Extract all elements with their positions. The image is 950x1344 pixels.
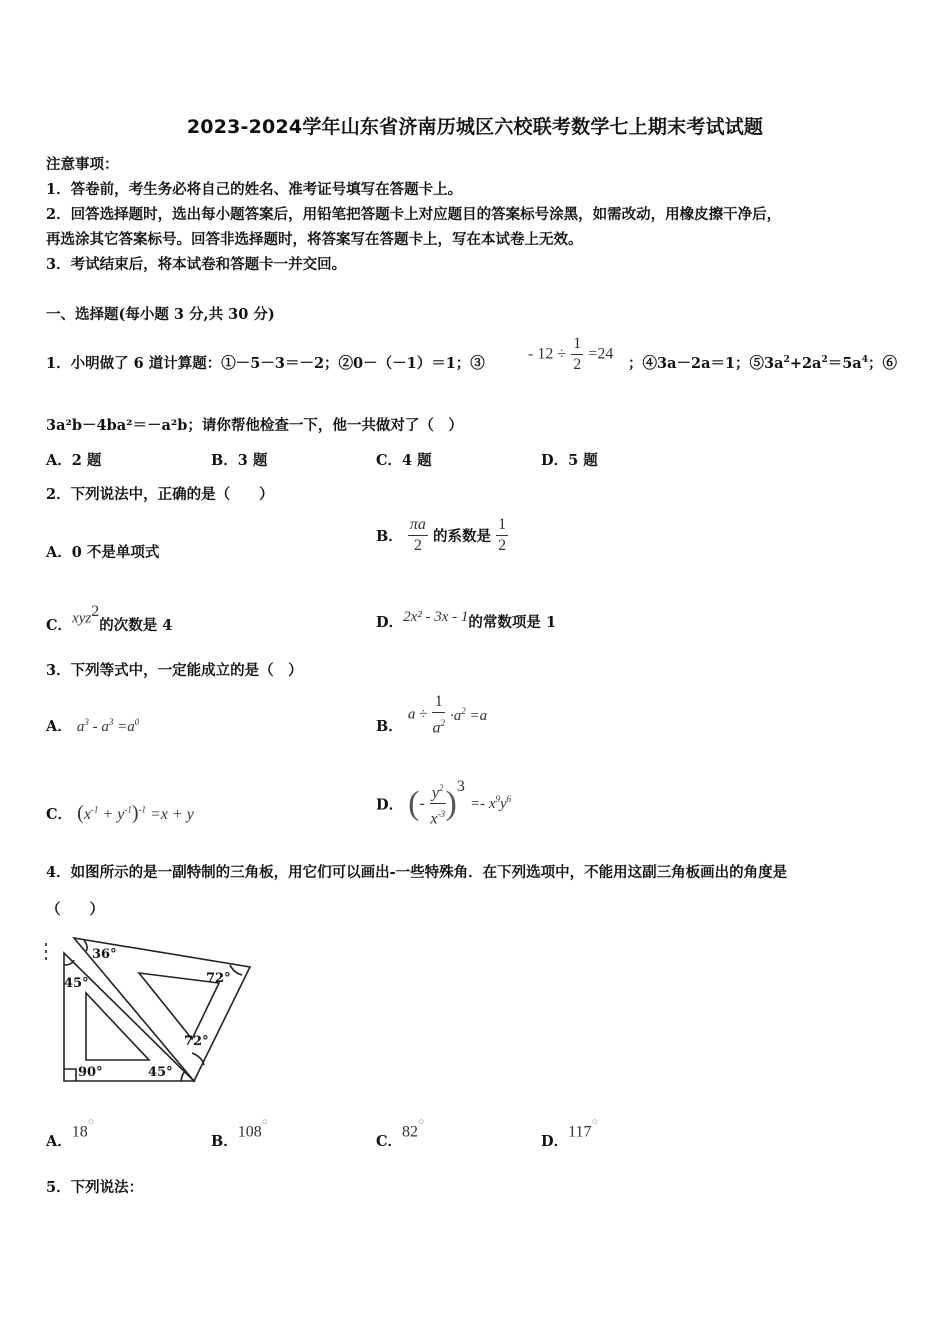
triangle-set-drawing: [44, 935, 259, 1085]
q1-part-b: ；④3a－2a＝1；$⑤3a^2+2a^2=5a^4$；⑥: [628, 355, 897, 372]
question-3-stem: 3．下列等式中，一定能成立的是（ ）: [46, 662, 303, 679]
q2-b-num: πa: [408, 515, 428, 536]
q3-a-label: A．: [46, 718, 72, 735]
question-1-line2: 3a²b－4ba²＝－a²b；请你帮他检查一下，他一共做对了（ ）: [46, 417, 463, 434]
question-4-stem-line2: （ ）: [46, 901, 104, 918]
notice-heading: 注意事项：: [46, 156, 119, 173]
q1-option-c: C．4 题: [376, 452, 432, 469]
q3-d-label: D．: [376, 796, 404, 814]
q2-d-text: 的常数项是 1: [468, 614, 557, 631]
q1-frac-den: 2: [573, 356, 582, 373]
q4-option-d: D．117°: [541, 1117, 598, 1151]
q2-c-text: 的次数是 4: [99, 617, 173, 635]
q3-option-a: [46, 715, 139, 736]
q3-b-label: B．: [376, 717, 403, 735]
q2-b-mid: 的系数是: [432, 528, 491, 545]
q2-b-fraction2: [496, 515, 508, 556]
q3-b-expr-lead: a ÷: [407, 706, 428, 723]
q1-frac-lead: - 12 ÷: [528, 345, 567, 363]
q2-b-fraction: [408, 515, 428, 556]
q3-a-expr: $a^3 - a^3 =a^0$: [76, 717, 140, 735]
q4-d-value: 117: [568, 1123, 592, 1141]
q4-c-label: C．: [376, 1133, 403, 1151]
q1-part-a: 1．小明做了 6 道计算题：①－5－3＝－2；②0－（－1）＝1；③: [46, 355, 485, 372]
q2-d-expr: 2x² - 3x - 1: [403, 609, 469, 625]
q4-d-label: D．: [541, 1133, 569, 1151]
q1-frac-num: 1: [571, 334, 583, 355]
q2-option-c: C．xyz$^2$的次数是 4: [46, 603, 173, 635]
q4-option-c: C．82°: [376, 1117, 425, 1151]
angle-label-45: 45°: [148, 1065, 173, 1080]
page-title: 2023-2024学年山东省济南历城区六校联考数学七上期末考试试题: [186, 116, 764, 138]
notice-item: 1．答卷前，考生务必将自己的姓名、准考证号填写在答题卡上。: [46, 181, 463, 198]
angle-label-90: 90°: [78, 1065, 103, 1080]
q3-option-d: D． (- $\frac{y^2}{x^{-3}}$ )$^3 =- x^9y^6$: [376, 778, 512, 828]
q2-d-label: D．: [376, 614, 404, 631]
q3-c-label: C．: [46, 806, 73, 823]
section-heading: 一、选择题(每小题 3 分,共 30 分): [46, 306, 275, 323]
angle-label-72: 72°: [206, 971, 231, 986]
q1-text-e: ；⑥: [867, 355, 897, 372]
notice-item: 3．考试结束后，将本试卷和答题卡一并交回。: [46, 256, 347, 273]
angle-label-36: 36°: [92, 947, 117, 962]
q2-b-num2: 1: [496, 515, 508, 536]
q4-a-value: 18: [71, 1123, 88, 1141]
notice-item: 再选涂其它答案标号。回答非选择题时，将答案写在答题卡上，写在本试卷上无效。: [46, 231, 583, 248]
angle-label-45: 45°: [64, 976, 89, 991]
q4-b-value: 108: [237, 1123, 262, 1141]
q4-option-b: B．108°: [211, 1117, 269, 1151]
q2-b-label: B．: [376, 528, 403, 545]
q3-d-fraction: $\frac{y^2}{x^{-3}}$: [430, 778, 446, 830]
q2-b-den: 2: [413, 537, 422, 554]
q1-option-b: B．3 题: [211, 452, 268, 469]
q1-text-b: ；④3a－2a＝1；⑤3a: [628, 355, 784, 372]
question-1-text: [46, 352, 485, 373]
q3-b-fraction: $\frac{1}{a^2}$: [432, 693, 445, 737]
angle-label-72: 72°: [184, 1034, 209, 1049]
q4-a-label: A．: [46, 1133, 72, 1151]
q2-option-d: [376, 605, 557, 631]
q3-b-expr-tail: $\cdot a^2 =a$: [450, 705, 488, 724]
q1-option-d: D．5 题: [541, 452, 598, 469]
q2-option-b: [376, 515, 508, 556]
q1-text-d: ＝5a: [827, 355, 862, 372]
q2-b-den2: 2: [498, 537, 507, 554]
q3-d-expr: =- $x^9y^6$: [469, 794, 512, 813]
triangle-set-figure: [44, 935, 259, 1085]
q3-option-c: [46, 802, 194, 825]
question-5-stem: 5．下列说法：: [46, 1179, 144, 1196]
q1-fraction: [571, 334, 583, 375]
q4-c-value: 82: [402, 1123, 419, 1141]
q1-fraction-expression: [528, 334, 613, 375]
question-4-stem: 4．如图所示的是一副特制的三角板，用它们可以画出-一些特殊角．在下列选项中，不能用这副三角板画出的角度是: [46, 864, 788, 881]
q3-option-b: [376, 692, 487, 738]
q3-c-expr: $(x^{-1} + y^{-1})^{-1} =x + y$: [77, 802, 194, 824]
q4-option-a: A．18°: [46, 1117, 95, 1151]
q2-c-expr: xyz: [72, 610, 92, 627]
q1-text-c: +2a: [789, 355, 822, 372]
q2-option-a: A．0 不是单项式: [46, 544, 160, 561]
question-2-stem: 2．下列说法中，正确的是（ ）: [46, 486, 274, 503]
q1-frac-tail: =24: [588, 345, 614, 363]
notice-item: 2．回答选择题时，选出每小题答案后，用铅笔把答题卡上对应题目的答案标号涂黑，如需改动，用橡皮擦干净后，: [46, 206, 782, 223]
q2-c-label: C．: [46, 617, 73, 635]
q1-option-a: A．2 题: [46, 452, 102, 469]
q4-b-label: B．: [211, 1133, 238, 1151]
